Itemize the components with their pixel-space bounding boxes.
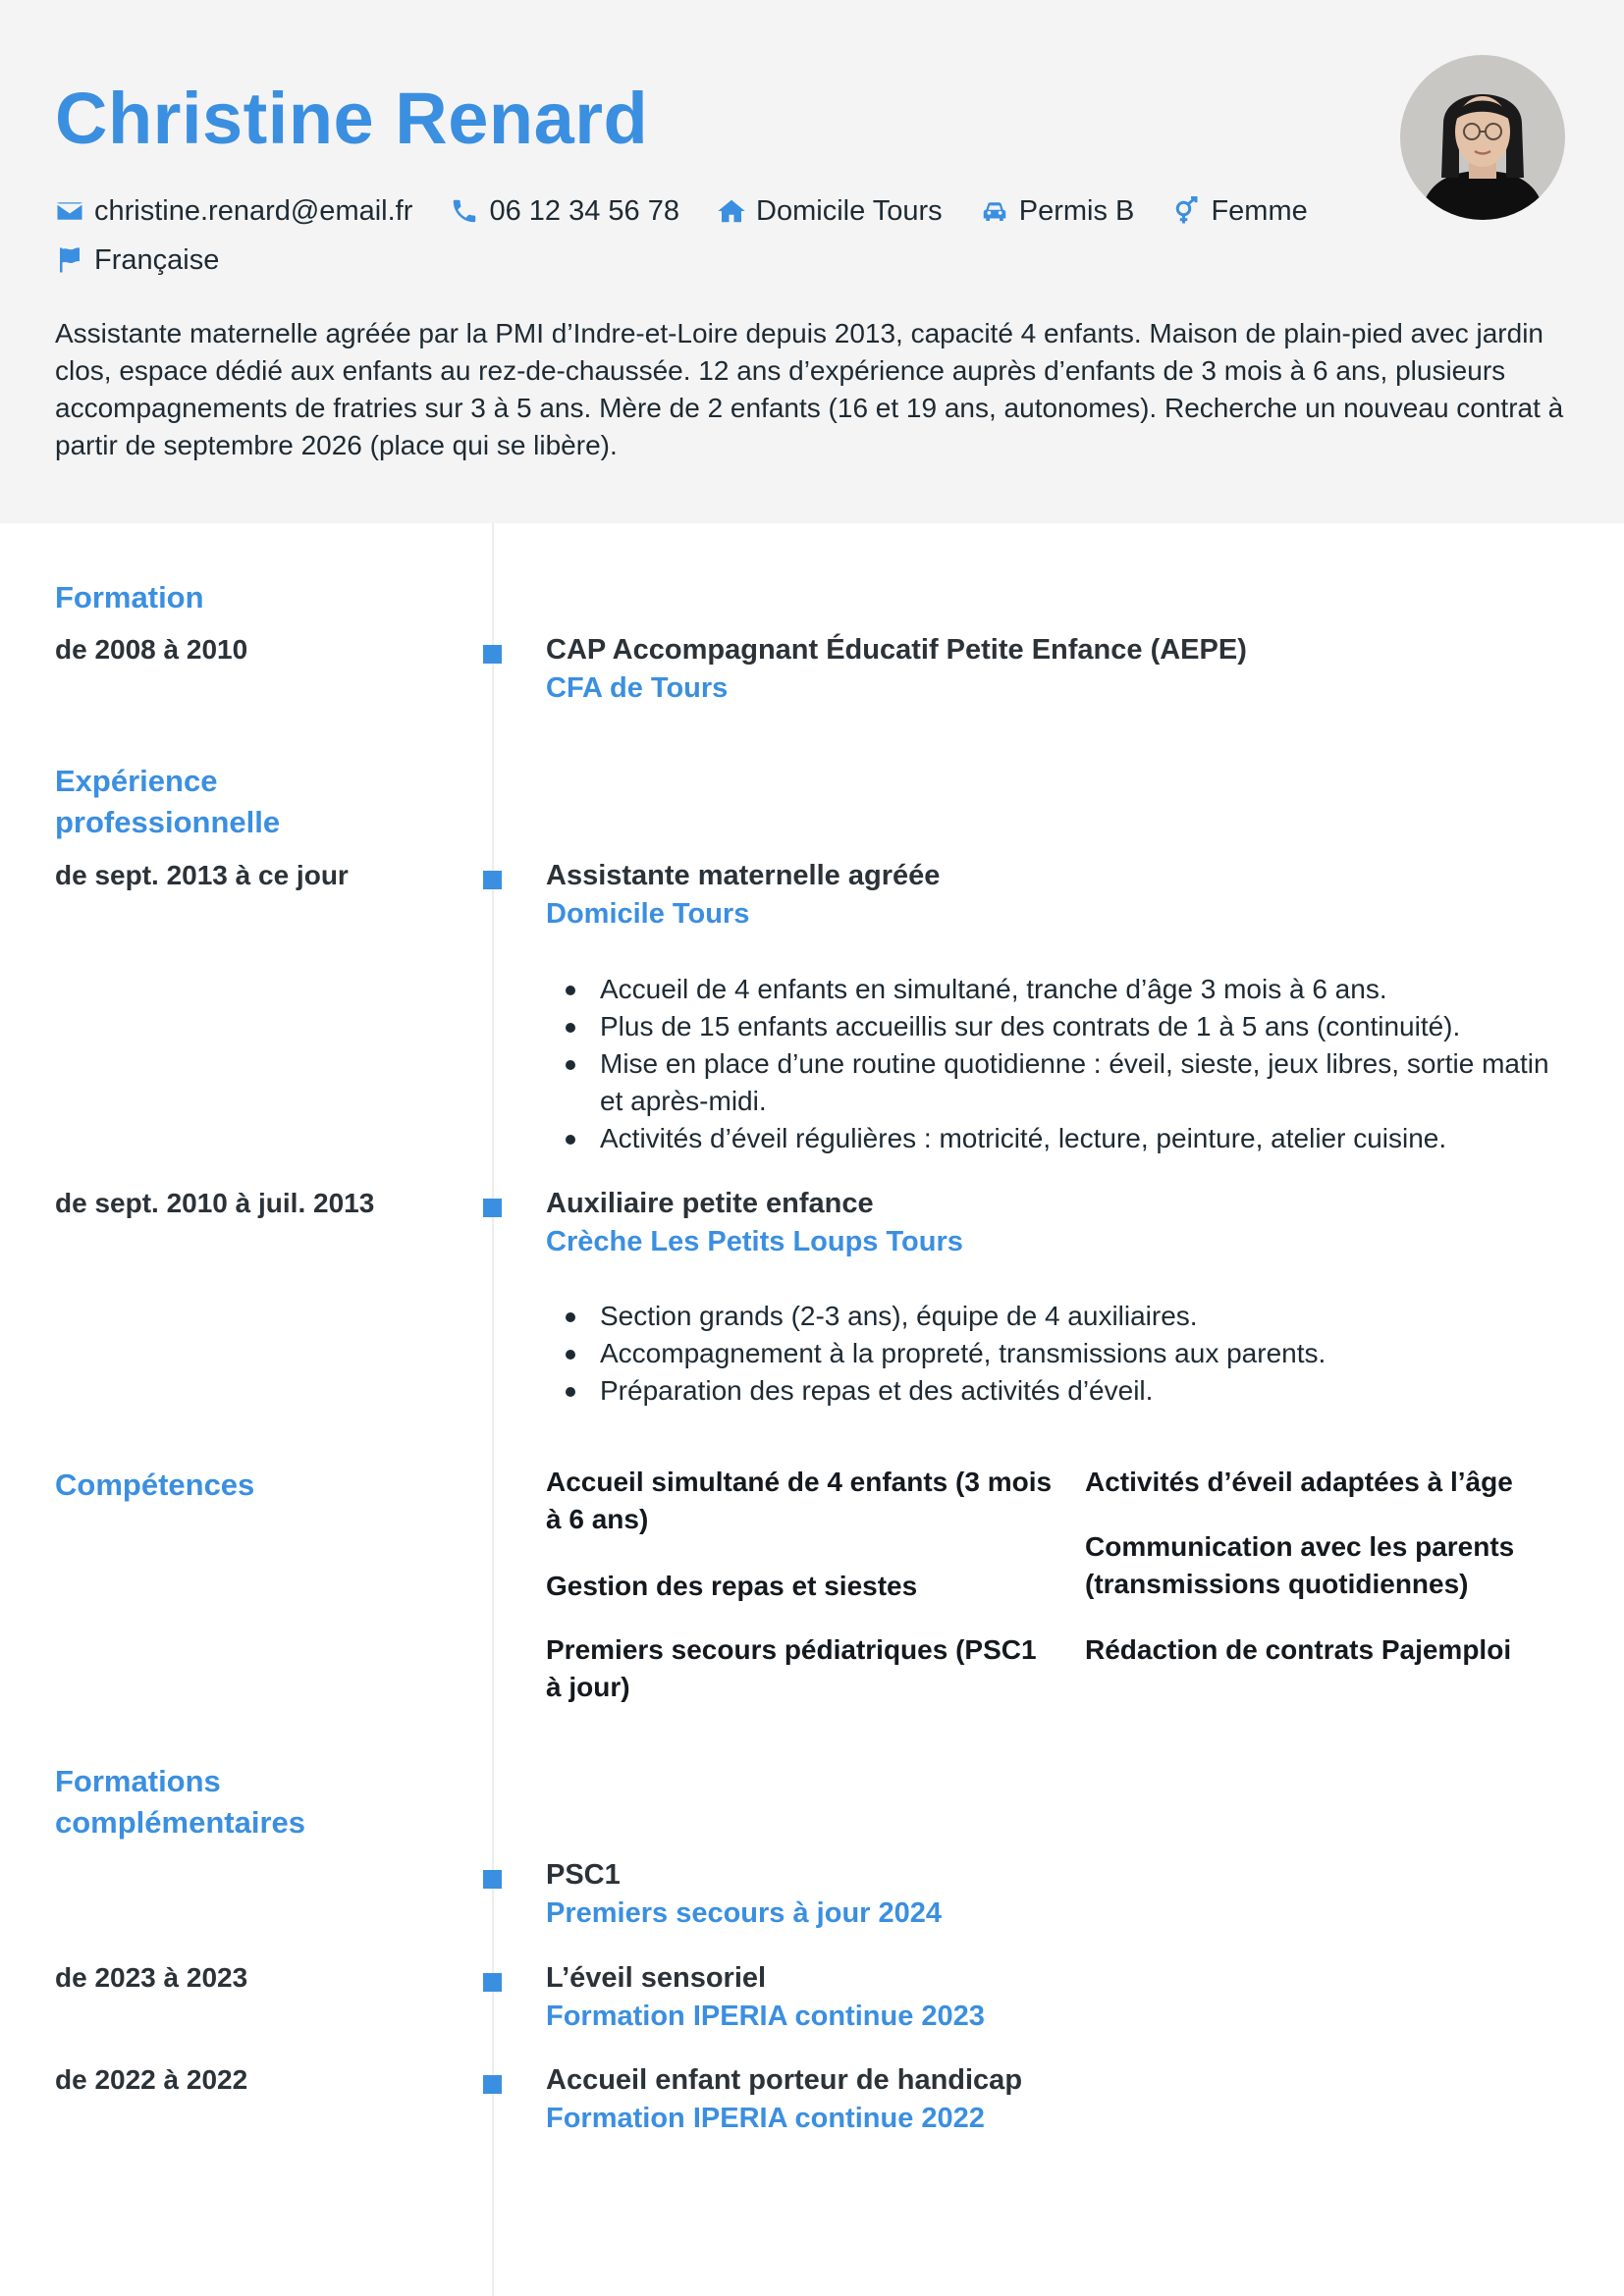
phone-icon <box>450 196 479 226</box>
flag-icon <box>55 245 84 275</box>
list-item: Activités d’éveil régulières : motricité, lecture, peinture, atelier cuisine. <box>546 1120 1577 1157</box>
section-title-formation: Formation <box>55 580 204 614</box>
section-title-extra-training: Formations complémentaires <box>55 1764 305 1840</box>
list-item: Plus de 15 enfants accueillis sur des contrats de 1 à 5 ans (continuité). <box>546 1008 1577 1045</box>
section-title-skills: Compétences <box>55 1468 255 1502</box>
contact-gender <box>1171 187 1307 236</box>
contact-license <box>980 187 1135 236</box>
experience-bullets <box>546 971 1577 1157</box>
timeline-marker <box>483 1199 502 1217</box>
contact-gender-text: Femme <box>1211 194 1308 227</box>
timeline-marker <box>483 1870 502 1889</box>
skill-item: Gestion des repas et siestes <box>546 1571 918 1601</box>
training-title: PSC1 <box>546 1859 621 1891</box>
training-title: L’éveil sensoriel <box>546 1962 767 1994</box>
timeline-divider <box>492 523 494 2296</box>
experience-employer: Domicile Tours <box>546 898 750 930</box>
training-date: de 2022 à 2022 <box>55 2064 248 2095</box>
experience-bullets <box>546 1298 1577 1410</box>
envelope-icon <box>55 196 84 226</box>
contact-nationality <box>55 236 219 285</box>
training-title: Accueil enfant porteur de handicap <box>546 2064 1023 2096</box>
list-item: Accompagnement à la propreté, transmissions aux parents. <box>546 1335 1577 1372</box>
contact-license-text: Permis B <box>1018 194 1135 227</box>
skill-item: Premiers secours pédiatriques (PSC1 à jour) <box>546 1634 1037 1702</box>
formation-title: CAP Accompagnant Éducatif Petite Enfance (AEPE) <box>546 634 1247 666</box>
training-subtitle: Formation IPERIA continue 2022 <box>546 2103 985 2134</box>
timeline-marker <box>483 645 502 664</box>
contact-address <box>717 187 943 236</box>
timeline-marker <box>483 871 502 889</box>
list-item: Mise en place d’une routine quotidienne : éveil, sieste, jeux libres, sortie matin et après-midi. <box>546 1045 1577 1120</box>
contact-nationality-text: Française <box>94 243 220 276</box>
training-date: de 2023 à 2023 <box>55 1962 248 1993</box>
training-subtitle: Premiers secours à jour 2024 <box>546 1897 943 1929</box>
contact-phone[interactable] <box>450 187 679 236</box>
formation-date: de 2008 à 2010 <box>55 634 248 665</box>
timeline-marker <box>483 2075 502 2094</box>
contact-address-text: Domicile Tours <box>756 194 943 227</box>
profile-summary: Assistante maternelle agréée par la PMI d’Indre-et-Loire depuis 2013, capacité 4 enfants. Maison de plain-pied avec jardin clos, espace dédié aux enfants au rez-de-chaussée. 12 ans d’expérience auprès d’enfants de 3 mois à 6 ans, plusieurs accompagnements de fratries sur 3 à 5 ans. Mère de 2 enfants (16 et 19 ans, autonomes). Recherche un nouveau contrat à partir de septembre 2026 (place qui se libère). <box>55 318 1564 460</box>
experience-date: de sept. 2010 à juil. 2013 <box>55 1188 375 1218</box>
list-item: Section grands (2-3 ans), équipe de 4 auxiliaires. <box>546 1298 1577 1335</box>
profile-photo <box>1400 55 1565 220</box>
car-icon <box>980 196 1009 226</box>
home-icon <box>717 196 746 226</box>
training-subtitle: Formation IPERIA continue 2023 <box>546 2001 985 2032</box>
header <box>0 0 1624 523</box>
section-title-experience: Expérience professionnelle <box>55 764 281 839</box>
experience-employer: Crèche Les Petits Loups Tours <box>546 1226 963 1257</box>
skill-item: Communication avec les parents (transmissions quotidiennes) <box>1085 1531 1515 1599</box>
contact-phone-text: 06 12 34 56 78 <box>489 194 679 227</box>
list-item: Accueil de 4 enfants en simultané, tranche d’âge 3 mois à 6 ans. <box>546 971 1577 1008</box>
skill-item: Activités d’éveil adaptées à l’âge <box>1085 1467 1513 1497</box>
formation-school: CFA de Tours <box>546 672 729 704</box>
contact-email-text: christine.renard@email.fr <box>94 194 413 227</box>
gender-icon <box>1171 196 1201 226</box>
skill-item: Accueil simultané de 4 enfants (3 mois à 6 ans) <box>546 1467 1053 1534</box>
experience-date: de sept. 2013 à ce jour <box>55 860 349 890</box>
contact-info <box>55 187 1351 285</box>
experience-title: Auxiliaire petite enfance <box>546 1188 874 1219</box>
timeline-marker <box>483 1973 502 1992</box>
experience-title: Assistante maternelle agréée <box>546 860 941 891</box>
contact-email[interactable] <box>55 187 412 236</box>
candidate-name: Christine Renard <box>55 78 649 159</box>
list-item: Préparation des repas et des activités d’éveil. <box>546 1372 1577 1410</box>
skill-item: Rédaction de contrats Pajemploi <box>1085 1634 1512 1665</box>
